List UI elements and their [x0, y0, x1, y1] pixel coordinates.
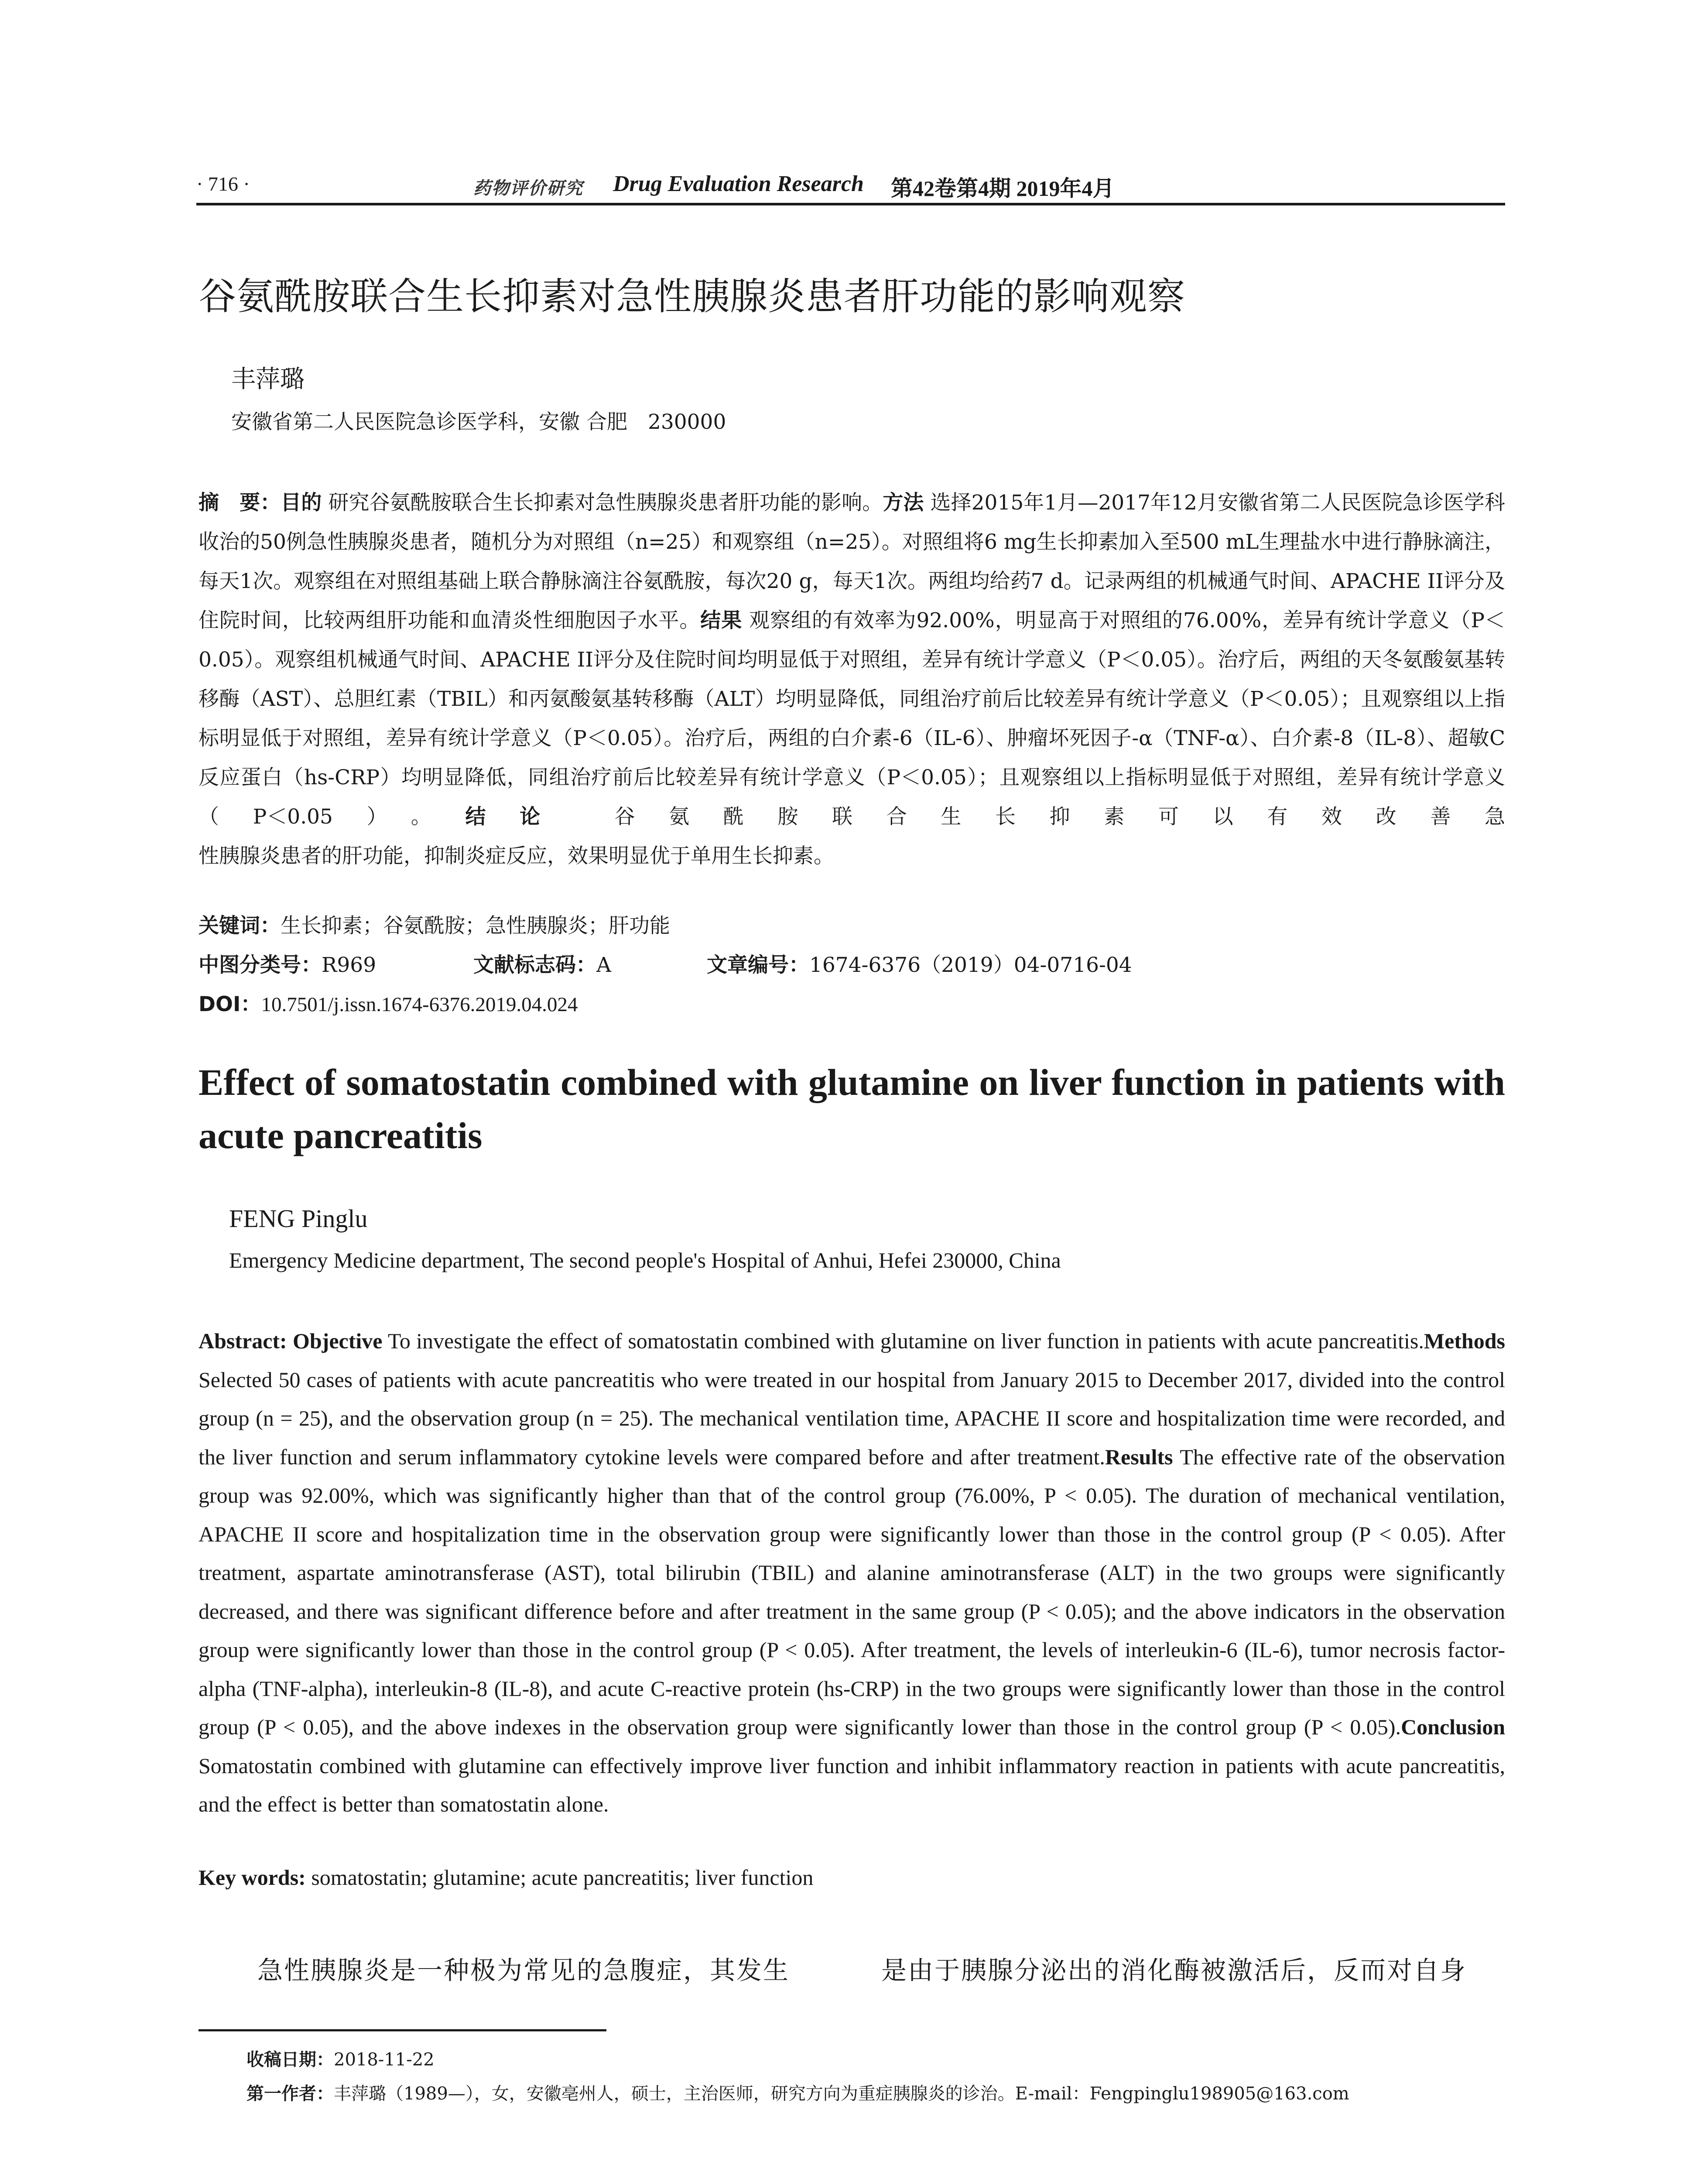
en-keywords-label: Key words: — [199, 1865, 306, 1890]
en-conclusion-text: Somatostatin combined with glutamine can effectively improve liver function and inhibit inflammatory reaction in patients with acute pancreatitis, and the effect is better than somatostatin alone. — [199, 1753, 1505, 1816]
doi-label: DOI： — [199, 992, 261, 1016]
footnote-received-date — [246, 2046, 435, 2071]
en-results-text: The effective rate of the observation group was 92.00%, which was significantly higher than that of the control group (76.00%, P < 0.05). The duration of mechanical ventilation, APACHE II score and hospitalization time in the observation group were significantly lower than those in the control group (P < 0.05). After treatment, aspartate aminotransferase (AST), total bilirubin (TBIL) and alanine aminotransferase (ALT) in the two groups were significantly decreased, and there was significant difference before and after treatment in the same group (P < 0.05); and the above indicators in the observation group were significantly lower than those in the control group (P < 0.05). After treatment, the levels of interleukin-6 (IL-6), tumor necrosis factor-alpha (TNF-alpha), interleukin-8 (IL-8), and acute C-reactive protein (hs-CRP) in the two groups were significantly lower than those in the control group (P < 0.05), and the above indexes in the observation group were significantly lower than those in the control group (P < 0.05). — [199, 1444, 1506, 1739]
en-keywords-text: somatostatin; glutamine; acute pancreatitis; liver function — [311, 1865, 814, 1890]
doc-code-label: 文献标志码： — [473, 953, 596, 977]
en-title: Effect of somatostatin combined with glutamine on liver function in patients with acute pancreatitis — [199, 1061, 1505, 1156]
en-author: FENG Pinglu — [229, 1204, 368, 1233]
cn-title: 谷氨酰胺联合生长抑素对急性胰腺炎患者肝功能的影响观察 — [199, 275, 1185, 318]
journal-name: Drug Evaluation Research — [613, 171, 864, 196]
cn-keywords-label: 关键词： — [199, 914, 281, 938]
cn-methods-text: 选择2015年1月—2017年12月安徽省第二人民医院急诊医学科收治的50例急性胰腺炎患者，随机分为对照组（n=25）和观察组（n=25）。对照组将6 mg生长抑素加入至500 mL生理盐水中进行静脉滴注，每天1次。观察组在对照组基础上联合静脉滴注谷氨酰胺，每次20 g，每天1次。两组均给药7 d。记录两组的机械通气时间、APACHE II评分及住院时间，比较两组肝功能和血清炎性细胞因子水平。 — [199, 491, 1505, 632]
en-objective-text: To investigate the effect of somatostatin combined with glutamine on liver function in patients with acute pancreatitis. — [387, 1329, 1424, 1353]
header-rule — [196, 203, 1505, 205]
cn-keywords — [199, 909, 670, 939]
cn-abstract-label: 摘 要： — [199, 491, 281, 515]
cn-results-text: 观察组的有效率为92.00%，明显高于对照组的76.00%，差异有统计学意义（P＜0.05）。观察组机械通气时间、APACHE II评分及住院时间均明显低于对照组，差异有统计学意义（P＜0.05）。治疗后，两组的天冬氨酸氨基转移酶（AST）、总胆红素（TBIL）和丙氨酸氨基转移酶（ALT）均明显降低，同组治疗前后比较差异有统计学意义（P＜0.05）；且观察组以上指标明显低于对照组，差异有统计学意义（P＜0.05）。治疗后，两组的白介素-6（IL-6）、肿瘤坏死因子-α（TNF-α）、白介素-8（IL-8）、超敏C反应蛋白（hs-CRP）均明显降低，同组治疗前后比较差异有统计学意义（P＜0.05）；且观察组以上指标明显低于对照组，差异有统计学意义（P＜0.05）。 — [199, 608, 1506, 829]
cn-conclusion-text-a: 谷氨酰胺联合生长抑素可以有效改善急 — [614, 805, 1505, 829]
clc-label: 中图分类号： — [199, 953, 322, 977]
cn-author: 丰萍璐 — [231, 365, 305, 393]
issue-info: 第42卷第4期 2019年4月 — [891, 176, 1115, 201]
footnote-first-author — [246, 2080, 1349, 2105]
first-author-label: 第一作者： — [246, 2084, 334, 2104]
doc-code-value: A — [596, 953, 611, 977]
cn-conclusion-text-b: 性胰腺炎患者的肝功能，抑制炎症反应，效果明显优于单用生长抑素。 — [199, 844, 834, 868]
doc-code — [473, 949, 611, 978]
cn-objective-text: 研究谷氨酰胺联合生长抑素对急性胰腺炎患者肝功能的影响。 — [328, 491, 883, 515]
first-author-value: 丰萍璐（1989—），女，安徽亳州人，硕士，主治医师，研究方向为重症胰腺炎的诊治。E-mail：Fengpinglu198905@163.com — [334, 2084, 1349, 2104]
en-results-label: Results — [1105, 1444, 1173, 1469]
received-value: 2018-11-22 — [334, 2050, 435, 2070]
journal-logo: 药物评价研究 — [473, 178, 583, 198]
cn-results-label: 结果 — [700, 608, 743, 632]
en-conclusion-label: Conclusion — [1401, 1715, 1505, 1739]
clc-value: R969 — [322, 953, 377, 977]
page-number: · 716 · — [196, 173, 250, 195]
received-label: 收稿日期： — [246, 2050, 334, 2070]
en-methods-label: Methods — [1424, 1329, 1505, 1353]
cn-abstract — [199, 483, 1505, 876]
en-affiliation: Emergency Medicine department, The second people's Hospital of Anhui, Hefei 230000, China — [229, 1248, 1061, 1272]
doi — [199, 988, 578, 1017]
en-abstract — [199, 1322, 1505, 1824]
en-keywords — [199, 1865, 813, 1890]
cn-keywords-text: 生长抑素；谷氨酰胺；急性胰腺炎；肝功能 — [281, 914, 670, 938]
body-intro-right-column: 是由于胰腺分泌出的消化酶被激活后，反而对自身 — [881, 1955, 1467, 1985]
cn-affiliation: 安徽省第二人民医院急诊医学科，安徽 合肥 230000 — [231, 410, 726, 434]
en-methods-text: Selected 50 cases of patients with acute pancreatitis who were treated in our hospital from January 2015 to December 2017, divided into the control group (n = 25), and the observation group (n = 25). The mechanical ventilation time, APACHE II score and hospitalization time were recorded, and the liver function and serum inflammatory cytokine levels were compared before and after treatment. — [199, 1367, 1505, 1469]
cn-methods-label: 方法 — [883, 491, 924, 515]
article-number — [707, 949, 1132, 978]
body-intro-left-column: 急性胰腺炎是一种极为常见的急腹症，其发生 — [257, 1955, 790, 1985]
en-objective-label: Objective — [292, 1329, 383, 1353]
clc-code — [199, 949, 376, 978]
footnote-rule — [199, 2029, 606, 2031]
article-number-value: 1674-6376（2019）04-0716-04 — [809, 953, 1132, 977]
cn-abstract-main — [199, 483, 1505, 837]
en-abstract-label: Abstract: — [199, 1329, 287, 1353]
cn-conclusion-label: 结论 — [465, 805, 574, 829]
cn-objective-label: 目的 — [281, 491, 322, 515]
doi-value: 10.7501/j.issn.1674-6376.2019.04.024 — [261, 993, 578, 1016]
article-number-label: 文章编号： — [707, 953, 809, 977]
